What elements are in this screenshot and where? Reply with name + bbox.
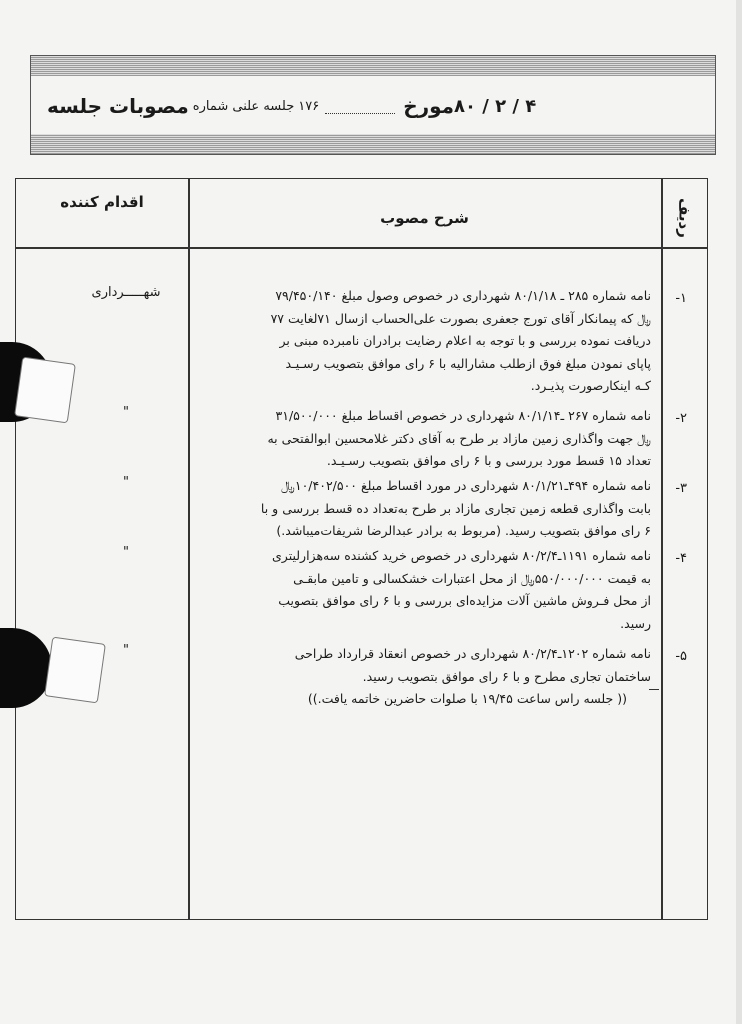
row-action: " <box>123 643 129 658</box>
resolutions-table <box>15 178 708 920</box>
text-line: از محل فـروش ماشین آلات مزایده‌ای بررسی و با ۶ رای موافق بتصویب <box>278 593 651 608</box>
row-description <box>181 285 651 398</box>
text-line: دریافت نموده بررسی و با توجه به اعلام رضایت برادران نامبرده مبنی بر <box>279 333 651 348</box>
binder-clip-bottom <box>44 637 106 704</box>
text-line: رسید. <box>620 615 651 631</box>
row-number: -۴ <box>675 551 687 566</box>
header-line <box>39 86 707 126</box>
text-line: نامه شماره ۲۶۷ ـ۸۰/۱/۱۴ شهرداری در خصوص اقساط مبلغ ۳۱/۵۰۰/۰۰۰ <box>275 408 651 423</box>
text-line: نامه شماره ۲۸۵ ـ ۸۰/۱/۱۸ شهرداری در خصوص وصول مبلغ ۷۹/۴۵۰/۱۴۰ <box>275 288 651 303</box>
row-description <box>181 405 651 473</box>
row-description <box>181 545 651 635</box>
row-number: -۱ <box>675 291 687 306</box>
text-line: پاپای نمودن مبلغ فوق ازطلب مشارالیه با ۶ رای موافق بتصویب رسـیـد <box>285 355 651 371</box>
column-header-action: اقدام کننده <box>60 193 144 211</box>
row-description <box>181 643 651 688</box>
text-line: کـه اینکارصورت پذیـرد. <box>530 378 651 393</box>
text-line: ۶ رای موافق بتصویب رسید. (مربوط به برادر عبدالرضا شریفات‌میباشد.) <box>276 523 651 538</box>
dotted-leader <box>325 99 395 114</box>
text-line: به قیمت ۵۵۰/۰۰۰/۰۰۰﷼ از محل اعتبارات خشکسالی و تامین مابقـی <box>293 570 651 586</box>
row-action: " <box>123 545 129 560</box>
text-line: نامه شماره ۱۱۹۱ـ۸۰/۲/۴ شهرداری در خصوص خرید کشنده سه‌هزارلیتری <box>272 548 651 563</box>
page-edge <box>736 0 742 1024</box>
header-box <box>30 55 716 155</box>
column-divider-radif <box>661 179 663 919</box>
session-label: جلسه علنی شماره <box>192 98 295 114</box>
row-action: " <box>123 475 129 490</box>
column-header-radif: ردیف <box>675 198 694 238</box>
date-label: مورخ <box>403 94 455 118</box>
closing-note: (( جلسه راس ساعت ۱۹/۴۵ با صلوات حاضرین خاتمه یافت.)) <box>307 691 627 706</box>
text-line: نامه شماره ۴۹۴ـ۸۰/۱/۲۱ شهرداری در مورد اقساط مبلغ ۱۰/۴۰۲/۵۰۰﷼ <box>281 478 651 493</box>
text-line: ﷼ جهت واگذاری زمین مازاد بر طرح به آقای دکتر غلامحسین ابوالفتحی به <box>267 430 651 446</box>
header-hatch-top <box>31 56 715 76</box>
session-date: ۸۰ / ۲ / ۴ <box>454 95 537 117</box>
binder-clip-top <box>14 357 76 424</box>
text-line: ساختمان تجاری مطرح و با ۶ رای موافق بتصویب رسید. <box>362 668 651 684</box>
session-number: ۱۷۶ <box>298 98 320 114</box>
text-line: ﷼ که پیمانکار آقای تورج جعفری بصورت علی‌الحساب ازسال ۷۱لغایت ۷۷ <box>270 310 651 326</box>
row-number: -۵ <box>675 649 687 664</box>
row-description <box>181 475 651 543</box>
text-line: بابت واگذاری قطعه زمین تجاری مازاد بر طرح به‌تعداد ده قسط بررسی و با <box>260 500 651 516</box>
row-number: -۲ <box>675 411 687 426</box>
closing-underline <box>649 689 659 690</box>
header-hatch-bottom <box>31 134 715 154</box>
column-header-description: شرح مصوب <box>380 209 469 227</box>
text-line: تعداد ۱۵ قسط مورد بررسی و با ۶ رای موافق بتصویب رسـیـد. <box>326 453 651 468</box>
text-line: نامه شماره ۱۲۰۲ـ۸۰/۲/۴ شهرداری در خصوص انعقاد قرارداد طراحی <box>294 646 651 661</box>
row-action: " <box>123 405 129 420</box>
row-number: -۳ <box>675 481 687 496</box>
page-title: مصوبات جلسه <box>47 94 189 118</box>
header-row-divider <box>16 247 707 249</box>
row-action: شهـــــرداری <box>91 285 161 300</box>
